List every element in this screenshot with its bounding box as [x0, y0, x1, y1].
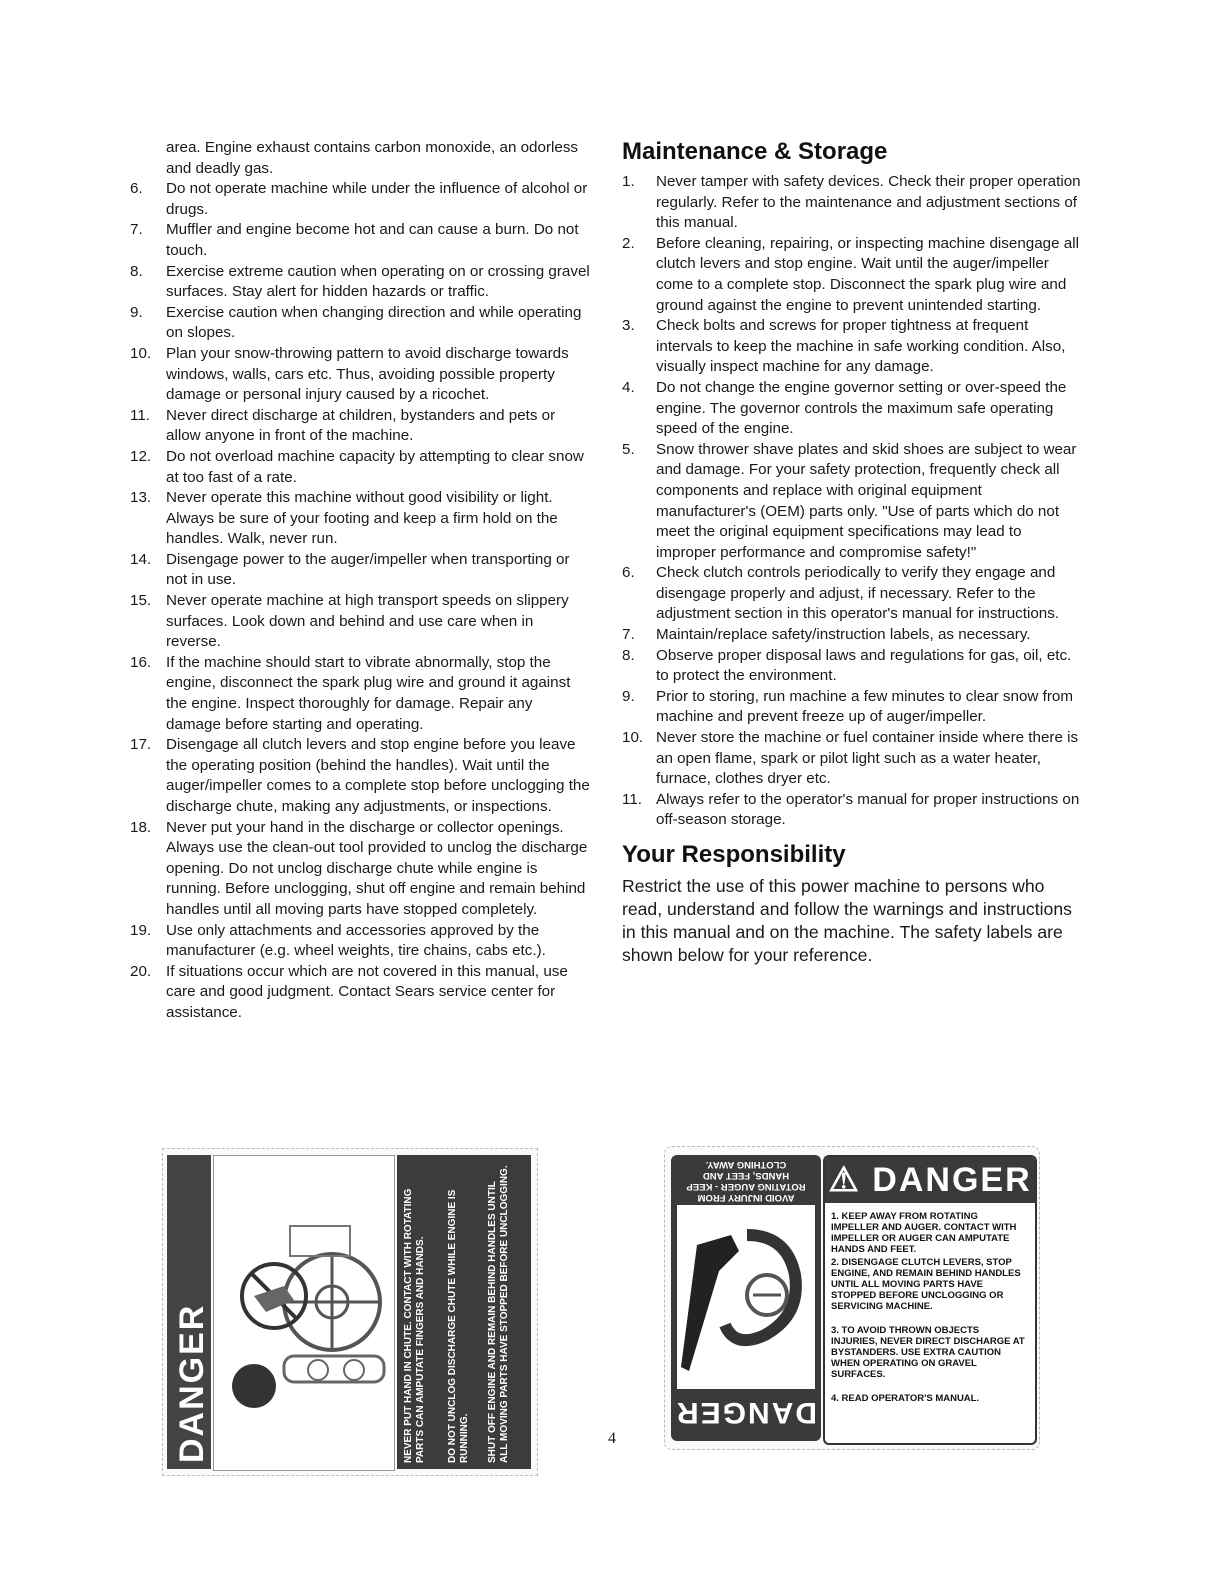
danger-word-inverted: DANGER: [675, 1396, 818, 1429]
instruction-3: 3. TO AVOID THROWN OBJECTS INJURIES, NEVER DIRECT DISCHARGE AT BYSTANDERS. USE EXTRA CAUTION WHEN OPERATING ON GRAVEL SURFACES.: [831, 1325, 1025, 1380]
item-text: Never tamper with safety devices. Check their proper operation regularly. Refer to the maintenance and adjustment sections of this manual.: [656, 173, 1081, 232]
maintenance-list: [622, 172, 1082, 831]
item-number: 12.: [130, 447, 152, 465]
list-item: [622, 728, 1082, 790]
list-item: [130, 344, 590, 406]
item-number: 19.: [130, 921, 152, 939]
item-text: Muffler and engine become hot and can cause a burn. Do not touch.: [166, 221, 579, 259]
list-item: [130, 818, 590, 921]
item-text: Never operate this machine without good visibility or light. Always be sure of your footing and keep a firm hold on the handles. Walk, never run.: [166, 489, 558, 548]
item-text: Disengage all clutch levers and stop engine before you leave the operating position (behind the handles). Wait until the auger/impeller comes to a complete stop before unclogging the discharge chute, making any adjustments, or inspections.: [166, 736, 590, 815]
item-text: Never direct discharge at children, bystanders and pets or allow anyone in front of the machine.: [166, 406, 556, 445]
danger-header: [825, 1157, 1035, 1203]
list-item: [130, 735, 590, 817]
item-text: Maintain/replace safety/instruction labels, as necessary.: [656, 626, 1031, 644]
item-text: Exercise extreme caution when operating on or crossing gravel surfaces. Stay alert for hidden hazards or traffic.: [166, 262, 590, 301]
item-number: 20.: [130, 962, 152, 980]
list-item: [130, 550, 590, 591]
list-item: [130, 220, 590, 261]
list-item: [130, 303, 590, 344]
list-item: [622, 378, 1082, 440]
item-text: If situations occur which are not covered in this manual, use care and good judgment. Contact Sears service center for assistance.: [166, 962, 568, 1021]
danger-strip: [167, 1155, 211, 1469]
item-text: Do not operate machine while under the influence of alcohol or drugs.: [166, 180, 588, 218]
item-number: 3.: [622, 317, 635, 335]
item-text: Never store the machine or fuel container inside where there is an open flame, spark or pilot light such as a water heater, furnace, clothes dryer etc.: [656, 729, 1079, 788]
list-item: [622, 790, 1082, 831]
list-item: [130, 921, 590, 962]
instruction-1: 1. KEEP AWAY FROM ROTATING IMPELLER AND AUGER. CONTACT WITH IMPELLER OR AUGER CAN AMPUTATE HANDS AND FEET.: [831, 1211, 1017, 1255]
warning-triangle-icon: ⚠: [828, 1161, 861, 1199]
list-item: [622, 316, 1082, 378]
safety-label-right: [664, 1146, 1040, 1450]
hand-in-chute-icon: [214, 1156, 394, 1470]
item-text: Check clutch controls periodically to verify they engage and disengage properly and adjust, if necessary. Refer to the adjustment section in this operator's manual for instructions.: [656, 564, 1060, 623]
item-number: 6.: [622, 564, 635, 582]
item-number: 14.: [130, 550, 152, 568]
warning-3: SHUT OFF ENGINE AND REMAIN BEHIND HANDLES UNTIL ALL MOVING PARTS HAVE STOPPED BEFORE UNCLOGGING.: [487, 1165, 510, 1463]
item-number: 13.: [130, 489, 152, 507]
responsibility-body: Restrict the use of this power machine to persons who read, understand and follow the warnings and instructions in this manual and on the machine. The safety labels are shown below for your reference.: [622, 876, 1072, 965]
responsibility-heading: Your Responsibility: [622, 841, 846, 868]
item-text: Snow thrower shave plates and skid shoes are subject to wear and damage. For your safety protection, frequently check all components and replace with original equipment manufacturer's (OEM) parts only. "Use of parts which do not meet the original equipment specifications may lead to improper performance and compromise safety!": [656, 440, 1077, 561]
list-item: [622, 625, 1082, 646]
pictogram-box: [677, 1205, 815, 1389]
item-text: Never put your hand in the discharge or collector openings. Always use the clean-out tool provided to unclog the discharge opening. Do not unclog discharge chute while engine is running. Before unclogging, shut off engine and remain behind handles until all moving parts have stopped completely.: [166, 818, 588, 918]
instruction-2: 2. DISENGAGE CLUTCH LEVERS, STOP ENGINE, AND REMAIN BEHIND HANDLES UNTIL ALL MOVING PARTS HAVE STOPPED BEFORE UNCLOGGING OR SERVICING MACHINE.: [831, 1257, 1021, 1312]
instruction-panel: [823, 1155, 1037, 1445]
page-number: 4: [608, 1430, 616, 1447]
item-number: 9.: [130, 303, 143, 321]
left-column: [130, 138, 590, 1024]
item-number: 1.: [622, 173, 635, 190]
item-text: Use only attachments and accessories approved by the manufacturer (e.g. wheel weights, tire chains, cabs etc.).: [166, 921, 546, 960]
side-warning-text: AVOID INJURY FROM ROTATING AUGER - KEEP HANDS, FEET AND CLOTHING AWAY.: [686, 1159, 806, 1203]
item-text: If the machine should start to vibrate abnormally, stop the engine, disconnect the spark plug wire and ground it against the engine. Inspect thoroughly for damage. Repair any damage before starting and operating.: [166, 653, 571, 733]
list-item: [130, 262, 590, 303]
item-text: Exercise caution when changing direction and while operating on slopes.: [166, 303, 582, 342]
item-text: Do not overload machine capacity by attempting to clear snow at too fast of a rate.: [166, 447, 584, 486]
list-item: [130, 653, 590, 735]
item-text: Before cleaning, repairing, or inspecting machine disengage all clutch levers and stop engine. Wait until the auger/impeller come to a complete stop. Disconnect the spark plug wire and ground against the engine to prevent unintended starting.: [656, 234, 1079, 314]
safety-list: [130, 179, 590, 1023]
danger-word: DANGER: [173, 1303, 211, 1463]
item-number: 7.: [622, 626, 635, 644]
item-number: 16.: [130, 653, 152, 671]
item-number: 8.: [130, 262, 143, 280]
item-number: 17.: [130, 736, 152, 754]
item-text: Observe proper disposal laws and regulations for gas, oil, etc. to protect the environment.: [656, 646, 1072, 685]
warning-1: NEVER PUT HAND IN CHUTE. CONTACT WITH ROTATING PARTS CAN AMPUTATE FINGERS AND HANDS.: [403, 1188, 426, 1463]
item-text: Plan your snow-throwing pattern to avoid discharge towards windows, walls, cars etc. Thus, avoiding possible property damage or personal injury caused by a ricochet.: [166, 344, 569, 404]
pictogram-panel: [213, 1155, 395, 1471]
item-number: 7.: [130, 221, 143, 239]
list-item: [622, 234, 1082, 316]
instruction-4: 4. READ OPERATOR'S MANUAL.: [831, 1393, 980, 1404]
item-number: 9.: [622, 687, 635, 705]
list-item: [622, 440, 1082, 564]
item-number: 15.: [130, 592, 152, 610]
maintenance-heading: Maintenance & Storage: [622, 138, 888, 165]
item-number: 11.: [130, 406, 150, 424]
item-text: Disengage power to the auger/impeller when transporting or not in use.: [166, 550, 570, 589]
list-item: [130, 591, 590, 653]
right-column: [622, 138, 1082, 967]
warning-2: DO NOT UNCLOG DISCHARGE CHUTE WHILE ENGINE IS RUNNING.: [447, 1189, 470, 1463]
list-item: [130, 179, 590, 220]
safety-label-left: [162, 1148, 538, 1476]
list-item: [130, 488, 590, 550]
warning-text-panel: [397, 1155, 531, 1469]
pictogram-panel: [671, 1155, 821, 1441]
item-number: 11.: [622, 790, 642, 808]
item-number: 6.: [130, 180, 143, 198]
list-item: [130, 406, 590, 447]
auger-hand-icon: [677, 1205, 815, 1389]
list-item: [130, 962, 590, 1024]
intro-continuation: area. Engine exhaust contains carbon monoxide, an odorless and deadly gas.: [166, 139, 579, 177]
item-number: 10.: [130, 344, 152, 362]
item-number: 2.: [622, 234, 635, 252]
item-number: 8.: [622, 646, 635, 664]
item-number: 10.: [622, 729, 644, 747]
item-text: Prior to storing, run machine a few minutes to clear snow from machine and prevent freeze up of auger/impeller.: [656, 687, 1073, 726]
item-text: Check bolts and screws for proper tightness at frequent intervals to keep the machine in safe working condition. Also, visually inspect machine for any damage.: [656, 317, 1066, 376]
item-number: 4.: [622, 378, 635, 396]
danger-title: DANGER: [872, 1161, 1032, 1199]
list-item: [622, 563, 1082, 625]
list-item: [622, 172, 1082, 234]
list-item: [622, 687, 1082, 728]
list-item: [622, 646, 1082, 687]
item-text: Always refer to the operator's manual for proper instructions on off-season storage.: [656, 790, 1080, 829]
item-text: Never operate machine at high transport speeds on slippery surfaces. Look down and behind and use care when in reverse.: [166, 592, 569, 651]
item-number: 5.: [622, 440, 635, 458]
item-number: 18.: [130, 818, 152, 836]
list-item: [130, 447, 590, 488]
item-text: Do not change the engine governor setting or over-speed the engine. The governor controls the maximum safe operating speed of the engine.: [656, 378, 1067, 438]
